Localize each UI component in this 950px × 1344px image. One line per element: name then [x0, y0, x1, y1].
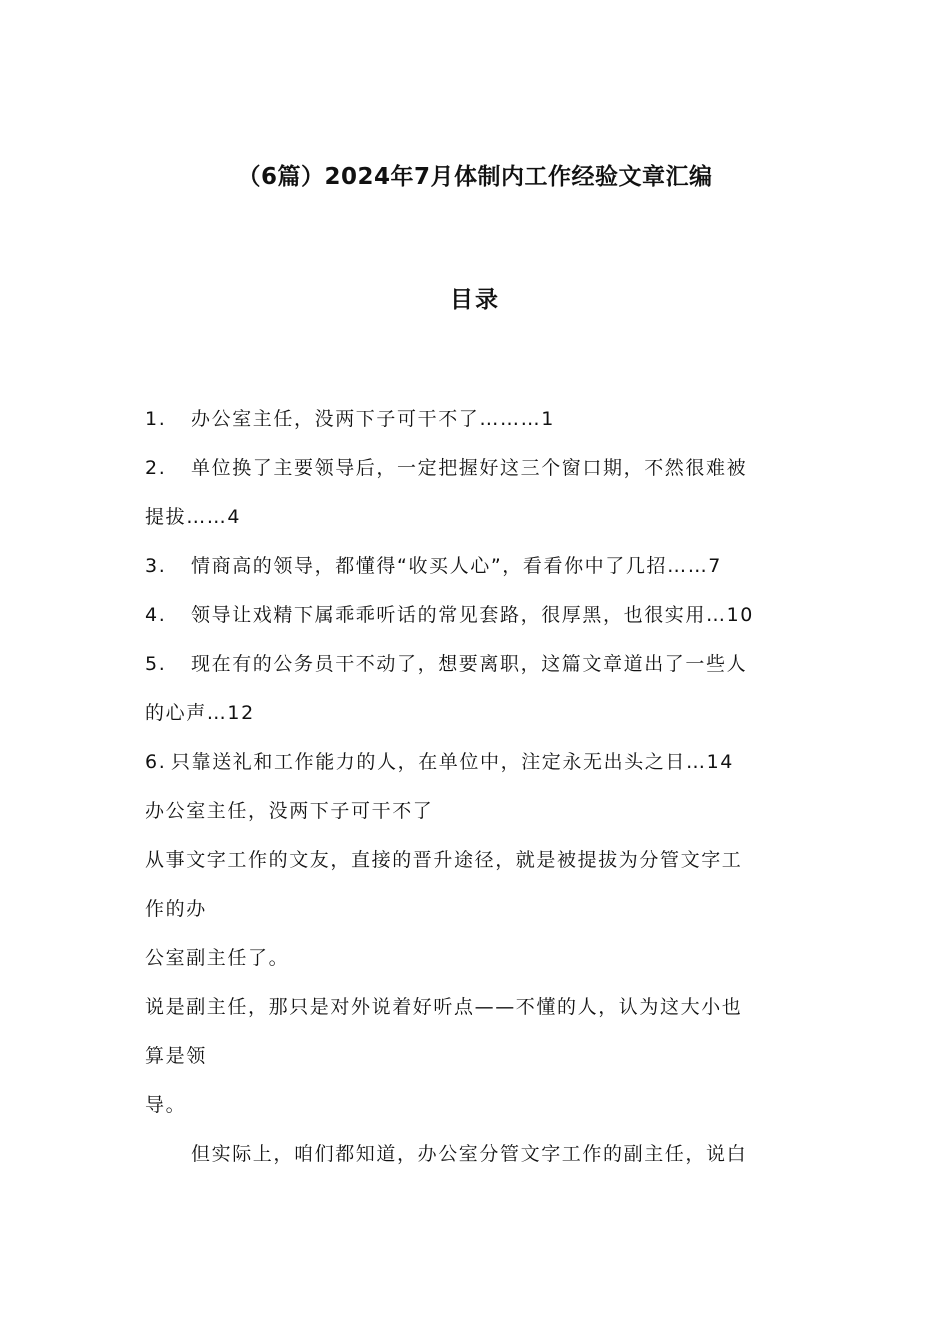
toc-entry-text: 单位换了主要领导后，一定把握好这三个窗口期，不然很难被: [191, 457, 748, 479]
document-body: [145, 395, 810, 1179]
toc-entry-5-continued[interactable]: [145, 689, 810, 738]
article-paragraph-2: 公室副主任了。: [145, 947, 290, 969]
toc-entry-6[interactable]: [145, 738, 810, 787]
article-heading: 办公室主任，没两下子可干不了: [145, 800, 434, 822]
toc-entry-number: 1.: [145, 408, 167, 430]
toc-entry-3[interactable]: [145, 542, 810, 591]
toc-entry-5[interactable]: [145, 640, 810, 689]
toc-entry-number: 3.: [145, 555, 167, 577]
toc-entry-4[interactable]: [145, 591, 810, 640]
article-paragraph-4: 导。: [145, 1094, 187, 1116]
toc-entry-number: 6.: [145, 751, 167, 773]
toc-heading: 目录: [450, 287, 500, 313]
toc-entry-number: 2.: [145, 457, 167, 479]
toc-entry-2[interactable]: [145, 444, 810, 493]
article-paragraph-1-line-2: 作的办: [145, 898, 207, 920]
toc-entry-text-continued: 提拔……4: [145, 506, 242, 528]
toc-entry-text: 现在有的公务员干不动了，想要离职，这篇文章道出了一些人: [191, 653, 748, 675]
toc-entry-number: 5.: [145, 653, 167, 675]
article-paragraph-3-line-1: 说是副主任，那只是对外说着好听点——不懂的人，认为这大小也: [145, 996, 743, 1018]
toc-entry-text-continued: 的心声…12: [145, 702, 255, 724]
toc-entry-text: 只靠送礼和工作能力的人，在单位中，注定永无出头之日…14: [171, 751, 734, 773]
toc-entry-text: 办公室主任，没两下子可干不了………1: [191, 408, 555, 430]
article-paragraph-5: 但实际上，咱们都知道，办公室分管文字工作的副主任，说白: [191, 1143, 748, 1165]
article-paragraph-1-line-1: 从事文字工作的文友，直接的晋升途径，就是被提拔为分管文字工: [145, 849, 743, 871]
toc-entry-number: 4.: [145, 604, 167, 626]
toc-entry-2-continued[interactable]: [145, 493, 810, 542]
toc-entry-text: 领导让戏精下属乖乖听话的常见套路，很厚黑，也很实用…10: [191, 604, 754, 626]
document-title: （6篇）2024年7月体制内工作经验文章汇编: [237, 164, 713, 190]
toc-entry-1[interactable]: [145, 395, 810, 444]
toc-entry-text: 情商高的领导，都懂得“收买人心”，看看你中了几招……7: [191, 555, 722, 577]
article-paragraph-3-line-2: 算是领: [145, 1045, 207, 1067]
